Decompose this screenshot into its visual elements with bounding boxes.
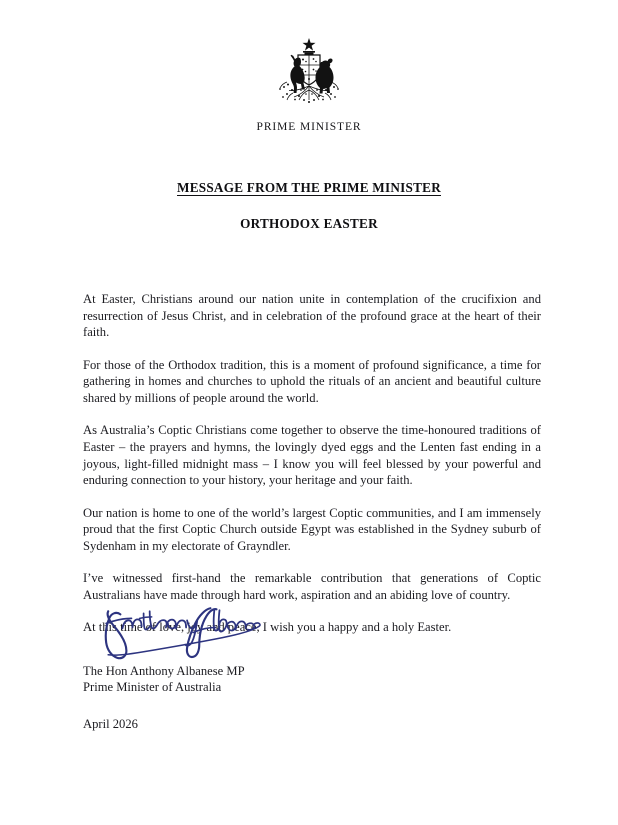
heading-block (0, 180, 618, 232)
office-title: PRIME MINISTER (256, 121, 362, 133)
body-paragraph: At this time of love, joy and peace, I wish you a happy and a holy Easter. (83, 620, 452, 635)
document-subtitle: ORTHODOX EASTER (240, 216, 378, 231)
australian-coat-of-arms-icon (263, 34, 355, 112)
signature-block (83, 596, 543, 733)
document-date: April 2026 (83, 717, 138, 731)
body-paragraph: As Australia’s Coptic Christians come together to observe the time-honoured traditions of Easter – the prayers and hymns, the lovingly dyed eggs and the Lenten fast ending in a joyous, light-filled midnight mass – I know you will feel blessed by your powerful and enduring connection to your history, your heritage and your faith. (83, 423, 541, 488)
letterhead (0, 0, 618, 133)
signatory-role: Prime Minister of Australia (83, 679, 222, 694)
body-paragraph: For those of the Orthodox tradition, this is a moment of profound significance, a time for gathering in homes and churches to uphold the rituals of an ancient and beautiful culture shared by millions of people around the world. (83, 357, 541, 406)
signatory-name: The Hon Anthony Albanese MP (83, 664, 245, 678)
body-paragraph: At Easter, Christians around our nation unite in contemplation of the crucifixion and resurrection of Jesus Christ, and in celebration of the profound grace at the heart of their faith. (83, 292, 541, 340)
document-title: MESSAGE FROM THE PRIME MINISTER (177, 180, 441, 195)
body-paragraph: Our nation is home to one of the world’s largest Coptic communities, and I am immensely proud that the first Coptic Church outside Egypt was established in the Sydney suburb of Sydenham in my electorate of Grayndler. (83, 505, 541, 553)
body-paragraph: I’ve witnessed first-hand the remarkable contribution that generations of Coptic Australians have made through hard work, aspiration and an abiding love of country. (83, 571, 541, 602)
handwritten-signature-icon (91, 596, 263, 662)
message-body (83, 291, 541, 636)
